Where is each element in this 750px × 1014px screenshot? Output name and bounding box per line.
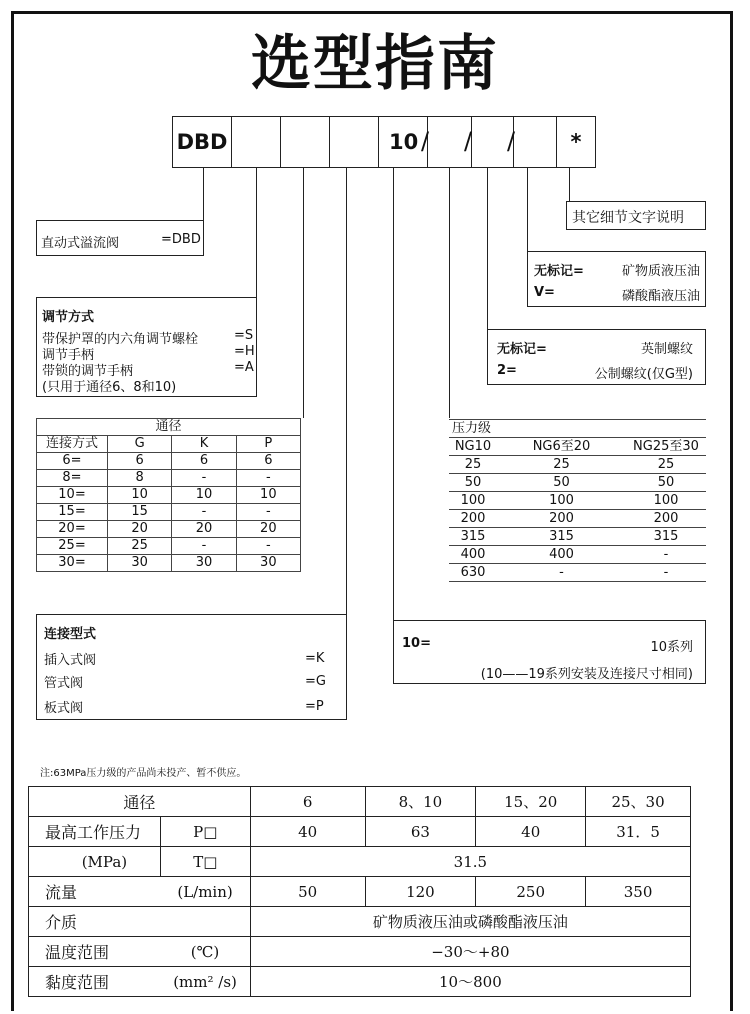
spec-flow-value: 250 bbox=[476, 877, 586, 907]
bore-header: K bbox=[172, 436, 236, 453]
bore-table-cell: 6 bbox=[236, 453, 300, 470]
spec-p-value: 40 bbox=[250, 817, 365, 847]
series-box bbox=[393, 620, 706, 684]
spec-pressure-unit: (MPa) bbox=[29, 847, 161, 877]
pressure-table-cell: 25 bbox=[626, 456, 706, 474]
bore-table-cell: 10 bbox=[236, 487, 300, 504]
pressure-table-cell: 50 bbox=[449, 474, 497, 492]
bore-header: G bbox=[108, 436, 172, 453]
code-slash: / bbox=[421, 127, 430, 155]
bore-table-cell: - bbox=[172, 470, 236, 487]
bore-table-cell: 30= bbox=[37, 555, 108, 572]
valve-type-label: 直动式溢流阀 bbox=[41, 236, 120, 251]
pressure-table-cell: 25 bbox=[449, 456, 497, 474]
spec-bore-value: 15、20 bbox=[476, 787, 586, 817]
bore-table-cell: 20 bbox=[108, 521, 172, 538]
pressure-table-cell: - bbox=[497, 564, 626, 582]
pressure-table-cell: 315 bbox=[449, 528, 497, 546]
bore-table-cell: 15= bbox=[37, 504, 108, 521]
spec-flow-unit: (L/min) bbox=[160, 877, 250, 907]
bore-table-cell: - bbox=[236, 470, 300, 487]
medium-key: V= bbox=[534, 285, 555, 300]
spec-table bbox=[28, 786, 691, 997]
connection-item-value: =K bbox=[305, 651, 325, 666]
leader-line bbox=[527, 168, 528, 251]
pressure-table-cell: 315 bbox=[497, 528, 626, 546]
series-key: 10= bbox=[402, 636, 431, 651]
pressure-header: NG10 bbox=[449, 438, 497, 456]
pressure-table-cell: 200 bbox=[626, 510, 706, 528]
thread-option-box bbox=[487, 329, 706, 385]
medium-value: 矿物质液压油 bbox=[621, 264, 700, 279]
spec-visc-value: 10～800 bbox=[250, 967, 690, 997]
spec-row-bore bbox=[29, 787, 691, 817]
connection-item-value: =G bbox=[305, 674, 326, 689]
bore-table-cell: 6= bbox=[37, 453, 108, 470]
bore-table-cell: 30 bbox=[236, 555, 300, 572]
bore-table-cell: 20= bbox=[37, 521, 108, 538]
bore-table-cell: 30 bbox=[172, 555, 236, 572]
pressure-table-cell: - bbox=[626, 564, 706, 582]
bore-table-row bbox=[37, 487, 301, 504]
spec-p-value: 63 bbox=[365, 817, 476, 847]
page-title: 选型指南 bbox=[251, 29, 499, 99]
leader-line bbox=[256, 168, 257, 297]
pressure-table-cell: 315 bbox=[626, 528, 706, 546]
connection-heading: 连接型式 bbox=[44, 627, 97, 642]
bore-table-row bbox=[37, 470, 301, 487]
thread-value: 英制螺纹 bbox=[640, 342, 693, 357]
thread-key: 2= bbox=[497, 363, 517, 378]
pressure-table-cell: 50 bbox=[497, 474, 626, 492]
valve-type-value: =DBD bbox=[161, 232, 201, 247]
spec-medium-value: 矿物质液压油或磷酸酯液压油 bbox=[250, 907, 690, 937]
bore-table-cell: 25= bbox=[37, 538, 108, 555]
adjustment-item-value: =A bbox=[234, 360, 254, 375]
bore-table-cell: 20 bbox=[236, 521, 300, 538]
pressure-table-title: 压力级 bbox=[449, 420, 706, 438]
pressure-table-cell: 400 bbox=[497, 546, 626, 564]
leader-line bbox=[569, 168, 570, 201]
adjustment-note: (只用于通径6、8和10) bbox=[42, 380, 177, 395]
bore-header: 连接方式 bbox=[37, 436, 108, 453]
bore-table bbox=[36, 418, 301, 572]
other-details-label: 其它细节文字说明 bbox=[572, 210, 684, 226]
spec-row-flow bbox=[29, 877, 691, 907]
bore-table-cell: 6 bbox=[172, 453, 236, 470]
bore-table-cell: - bbox=[172, 538, 236, 555]
leader-line bbox=[303, 168, 304, 418]
leader-line bbox=[346, 168, 347, 614]
bore-table-cell: 20 bbox=[172, 521, 236, 538]
spec-flow-value: 350 bbox=[586, 877, 691, 907]
bore-table-row bbox=[37, 538, 301, 555]
footnote: 注:63MPa压力级的产品尚未投产、暂不供应。 bbox=[40, 768, 247, 779]
pressure-table-row bbox=[449, 474, 706, 492]
bore-table-cell: 8 bbox=[108, 470, 172, 487]
valve-type-box bbox=[36, 220, 204, 256]
adjustment-item-label: 带锁的调节手柄 bbox=[42, 364, 134, 379]
adjustment-item-value: =H bbox=[234, 344, 255, 359]
bore-table-cell: 10= bbox=[37, 487, 108, 504]
adjustment-item-label: 调节手柄 bbox=[42, 348, 95, 363]
code-cell-medium bbox=[513, 116, 557, 168]
bore-table-cell: - bbox=[172, 504, 236, 521]
code-cell-dbd: DBD bbox=[172, 116, 232, 168]
bore-table-cell: 10 bbox=[172, 487, 236, 504]
connection-item-label: 管式阀 bbox=[44, 676, 84, 691]
bore-table-cell: 25 bbox=[108, 538, 172, 555]
leader-line bbox=[203, 168, 204, 220]
bore-table-row bbox=[37, 555, 301, 572]
medium-key: 无标记= bbox=[534, 264, 584, 279]
pressure-table-row bbox=[449, 510, 706, 528]
bore-table-cell: 15 bbox=[108, 504, 172, 521]
medium-option-box bbox=[527, 251, 706, 307]
connection-item-label: 板式阀 bbox=[44, 701, 84, 716]
pressure-header: NG6至20 bbox=[497, 438, 626, 456]
bore-header: P bbox=[236, 436, 300, 453]
pressure-table-row bbox=[449, 528, 706, 546]
spec-row-pressure-t bbox=[29, 847, 691, 877]
bore-table-row bbox=[37, 504, 301, 521]
code-cell-bore bbox=[280, 116, 330, 168]
pressure-table-row bbox=[449, 492, 706, 510]
leader-line bbox=[393, 168, 394, 620]
bore-table-row bbox=[37, 521, 301, 538]
bore-table-cell: - bbox=[236, 538, 300, 555]
spec-row-temp bbox=[29, 937, 691, 967]
spec-p-port: P□ bbox=[160, 817, 250, 847]
spec-p-value: 31．5 bbox=[586, 817, 691, 847]
thread-key: 无标记= bbox=[497, 342, 547, 357]
spec-flow-label: 流量 bbox=[29, 877, 161, 907]
spec-pressure-label: 最高工作压力 bbox=[29, 817, 161, 847]
adjustment-item-value: =S bbox=[234, 328, 254, 343]
spec-t-value: 31.5 bbox=[250, 847, 690, 877]
pressure-table-cell: 25 bbox=[497, 456, 626, 474]
pressure-table-row bbox=[449, 456, 706, 474]
spec-visc-label: 黏度范围 bbox=[29, 967, 161, 997]
pressure-table-cell: 100 bbox=[449, 492, 497, 510]
medium-value: 磷酸酯液压油 bbox=[621, 289, 700, 304]
code-cell-adjust bbox=[231, 116, 281, 168]
spec-temp-label: 温度范围 bbox=[29, 937, 161, 967]
pressure-table bbox=[449, 419, 706, 582]
code-cell-series: 10 bbox=[378, 116, 428, 168]
series-note: (10——19系列安装及连接尺寸相同) bbox=[480, 667, 693, 682]
series-value: 10系列 bbox=[650, 640, 693, 655]
spec-p-value: 40 bbox=[476, 817, 586, 847]
spec-bore-label: 通径 bbox=[29, 787, 251, 817]
bore-table-title: 通径 bbox=[37, 419, 301, 436]
spec-temp-unit: (℃) bbox=[160, 937, 250, 967]
thread-value: 公制螺纹(仅G型) bbox=[594, 367, 693, 382]
pressure-table-cell: 100 bbox=[497, 492, 626, 510]
spec-visc-unit: (mm² /s) bbox=[160, 967, 250, 997]
spec-bore-value: 8、10 bbox=[365, 787, 476, 817]
spec-row-medium bbox=[29, 907, 691, 937]
pressure-header: NG25至30 bbox=[626, 438, 706, 456]
spec-bore-value: 25、30 bbox=[586, 787, 691, 817]
spec-bore-value: 6 bbox=[250, 787, 365, 817]
code-cell-connection bbox=[329, 116, 379, 168]
pressure-table-cell: 100 bbox=[626, 492, 706, 510]
pressure-table-cell: 400 bbox=[449, 546, 497, 564]
connection-item-value: =P bbox=[305, 699, 324, 714]
adjustment-heading: 调节方式 bbox=[42, 310, 95, 325]
bore-table-row bbox=[37, 453, 301, 470]
code-slash: / bbox=[464, 127, 473, 155]
spec-flow-value: 120 bbox=[365, 877, 476, 907]
spec-temp-value: −30～+80 bbox=[250, 937, 690, 967]
pressure-table-cell: 50 bbox=[626, 474, 706, 492]
spec-medium-label: 介质 bbox=[29, 907, 251, 937]
leader-line bbox=[487, 168, 488, 329]
code-cell-details: * bbox=[556, 116, 596, 168]
spec-t-port: T□ bbox=[160, 847, 250, 877]
pressure-table-cell: 630 bbox=[449, 564, 497, 582]
pressure-table-cell: 200 bbox=[497, 510, 626, 528]
bore-table-cell: 10 bbox=[108, 487, 172, 504]
other-details-box bbox=[566, 201, 706, 230]
pressure-table-row bbox=[449, 564, 706, 582]
adjustment-item-label: 带保护罩的内六角调节螺栓 bbox=[42, 332, 199, 347]
code-slash: / bbox=[507, 127, 516, 155]
leader-line bbox=[449, 168, 450, 418]
pressure-table-cell: 200 bbox=[449, 510, 497, 528]
spec-row-pressure-p bbox=[29, 817, 691, 847]
bore-table-cell: - bbox=[236, 504, 300, 521]
pressure-table-cell: - bbox=[626, 546, 706, 564]
spec-row-viscosity bbox=[29, 967, 691, 997]
bore-table-cell: 6 bbox=[108, 453, 172, 470]
bore-table-cell: 8= bbox=[37, 470, 108, 487]
connection-type-box bbox=[36, 614, 347, 720]
connection-item-label: 插入式阀 bbox=[44, 653, 97, 668]
spec-flow-value: 50 bbox=[250, 877, 365, 907]
pressure-table-row bbox=[449, 546, 706, 564]
bore-table-cell: 30 bbox=[108, 555, 172, 572]
adjustment-method-box bbox=[36, 297, 257, 397]
